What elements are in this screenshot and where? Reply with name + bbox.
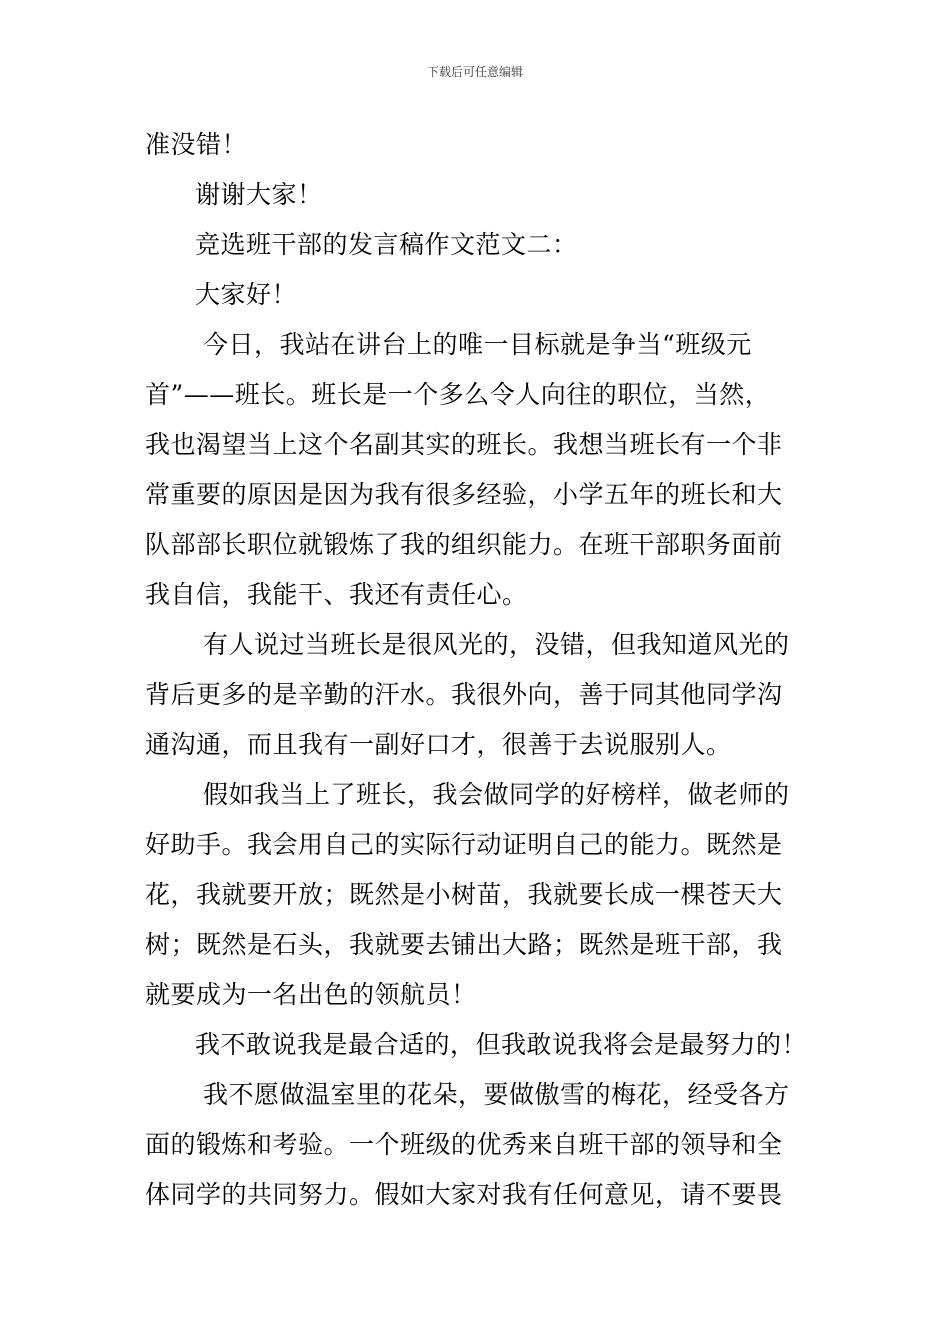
- text-line: 首”——班长。班长是一个多么令人向往的职位，当然，: [145, 380, 771, 409]
- document-body: [145, 120, 807, 1220]
- text-line: 大家好！: [195, 280, 298, 309]
- text-line: 常重要的原因是因为我有很多经验，小学五年的班长和大: [145, 480, 783, 509]
- text-line: 我也渴望当上这个名副其实的班长。我想当班长有一个非: [145, 430, 783, 459]
- text-line: 我不愿做温室里的花朵，要做傲雪的梅花，经受各方: [203, 1080, 790, 1109]
- text-line: 队部部长职位就锻炼了我的组织能力。在班干部职务面前: [145, 530, 783, 559]
- text-line: 有人说过当班长是很风光的，没错，但我知道风光的: [203, 630, 790, 659]
- text-line: 通沟通，而且我有一副好口才，很善于去说服别人。: [145, 730, 732, 759]
- text-line: 好助手。我会用自己的实际行动证明自己的能力。既然是: [145, 830, 783, 859]
- text-line: 我不敢说我是最合适的，但我敢说我将会是最努力的！: [195, 1030, 808, 1059]
- text-line: 就要成为一名出色的领航员！: [145, 980, 477, 1009]
- text-line: 花，我就要开放；既然是小树苗，我就要长成一棵苍天大: [145, 880, 783, 909]
- text-line: 准没错！: [145, 130, 248, 159]
- text-line: 假如我当上了班长，我会做同学的好榜样，做老师的: [203, 780, 790, 809]
- text-line: 我自信，我能干、我还有责任心。: [145, 580, 528, 609]
- text-line: 谢谢大家！: [195, 180, 323, 209]
- text-line: 今日，我站在讲台上的唯一目标就是争当“班级元: [203, 330, 752, 359]
- text-line: 体同学的共同努力。假如大家对我有任何意见，请不要畏: [145, 1180, 783, 1209]
- text-line: 面的锻炼和考验。一个班级的优秀来自班干部的领导和全: [145, 1130, 783, 1159]
- text-line: 竞选班干部的发言稿作文范文二：: [195, 230, 578, 259]
- text-line: 背后更多的是辛勤的汗水。我很外向，善于同其他同学沟: [145, 680, 783, 709]
- page-header: 下载后可任意编辑: [426, 65, 523, 79]
- text-line: 树；既然是石头，我就要去铺出大路；既然是班干部，我: [145, 930, 783, 959]
